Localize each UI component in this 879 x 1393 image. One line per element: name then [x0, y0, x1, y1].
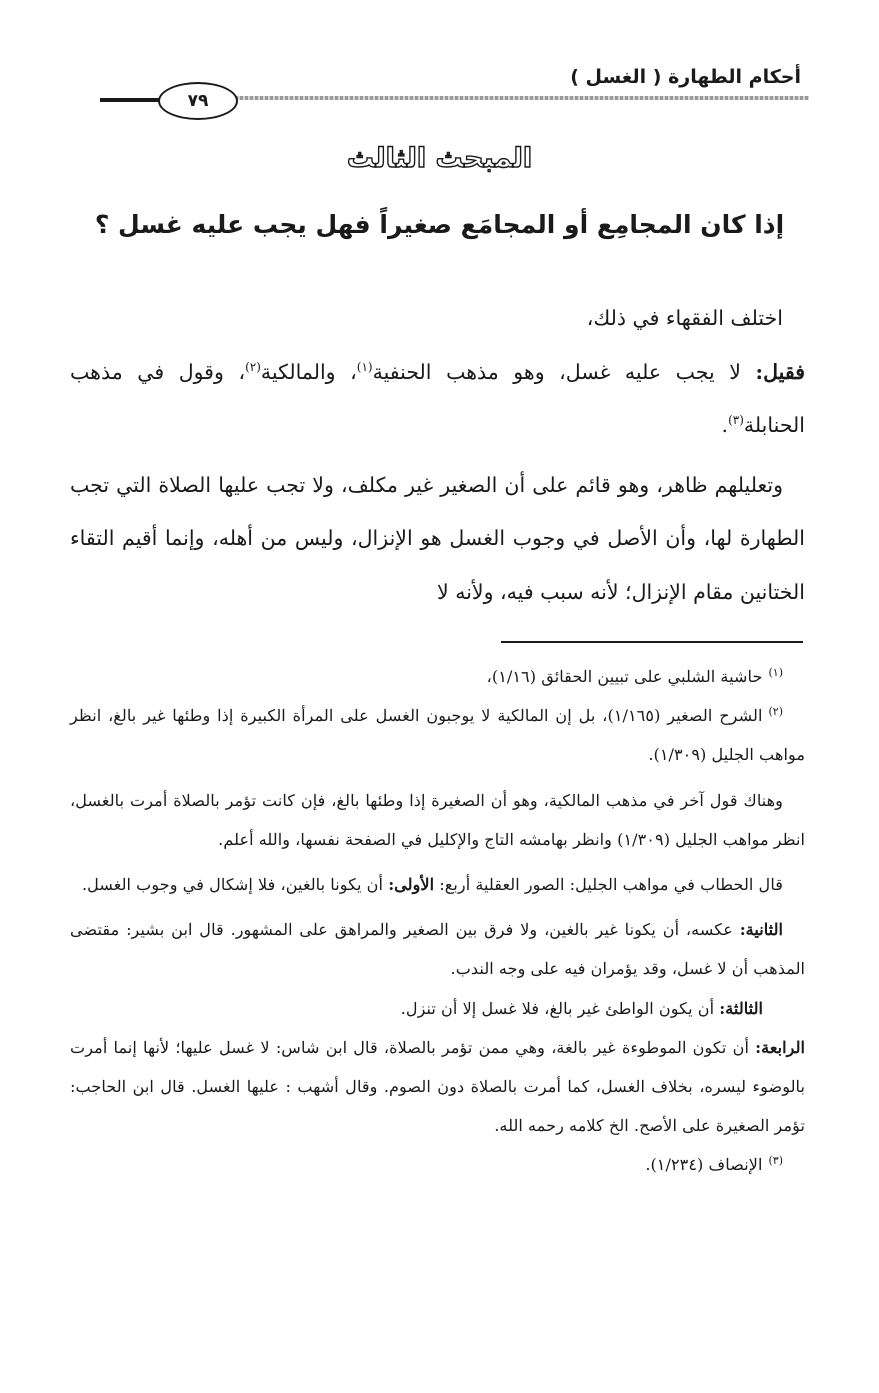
text-run: أن يكونا بالغين، فلا إشكال في وجوب الغسل. — [81, 875, 389, 895]
case-lead: الثالثة: — [719, 998, 763, 1018]
footnote-2-continuation: وهناك قول آخر في مذهب المالكية، وهو أن الصغيرة إذا وطئها بالغ، فإن كانت تؤمر بالصلاة أمرت بالغسل، انظر مواهب الجليل (١/٣٠٩) وانظر بهامشه التاج والإكليل في الصفحة نفسها، والله أعلم. — [70, 790, 805, 849]
section-heading: المبحث الثالث — [346, 143, 533, 174]
footnote-2-case-4 — [70, 1028, 805, 1146]
question-heading: إذا كان المجامِع أو المجامَع صغيراً فهل يجب عليه غسل ؟ — [94, 210, 785, 239]
footnote-text: الشرح الصغير (١/١٦٥)، بل إن المالكية لا يوجبون الغسل على المرأة الكبيرة إذا وطئها غير بالغ، انظر مواهب الجليل (١/٣٠٩). — [70, 706, 805, 765]
footnote-2 — [70, 696, 805, 774]
footnote-marker: (٢) — [768, 704, 783, 718]
footnote-marker: (٣) — [768, 1154, 783, 1168]
text-run: أن يكون الواطئ غير بالغ، فلا غسل إلا أن تنزل. — [400, 998, 720, 1018]
text-run: أن تكون الموطوءة غير بالغة، وهي ممن تؤمر بالصلاة، قال ابن شاس: لا غسل عليها؛ لأنها إنما أمرت بالوضوء ليسره، بخلاف الغسل، كما أمرت بالصلاة دون الصوم. وقال أشهب : عليها الغسل. قال ابن الحاجب: تؤمر الصغيرة على الأصح. الخ كلامه رحمه الله. — [70, 1037, 805, 1136]
running-title: أحكام الطهارة ( الغسل ) — [570, 66, 801, 88]
body-paragraph-3: وتعليلهم ظاهر، وهو قائم على أن الصغير غير مكلف، ولا تجب عليها الصلاة التي تجب الطهارة لها، وأن الأصل في وجوب الغسل هو الإنزال، وليس من أهله، وإنما أقيم التقاء الختانين مقام الإنزال؛ لأنه سبب فيه، ولأنه لا — [70, 472, 805, 604]
footnote-3 — [70, 1145, 805, 1184]
text-run: لا يجب عليه غسل، وهو مذهب الحنفية — [372, 359, 756, 384]
page-number-text: ٧٩ — [187, 91, 209, 111]
header-rule — [235, 96, 809, 100]
opinion-lead: فقيل: — [755, 359, 805, 384]
footnote-2-case-2 — [70, 910, 805, 988]
case-lead: الأولى: — [388, 875, 435, 895]
body-text — [70, 292, 805, 619]
footnote-2-quote — [70, 865, 805, 904]
text-run: قال الحطاب في مواهب الجليل: الصور العقلية أربع: — [434, 875, 783, 895]
text-run: . — [721, 413, 729, 437]
footnote-text: حاشية الشلبي على تبيين الحقائق (١/١٦)، — [486, 667, 763, 686]
footnotes — [70, 657, 805, 1185]
footnote-ref-2[interactable]: (٢) — [245, 359, 261, 374]
case-lead: الثانية: — [739, 920, 783, 940]
case-lead: الرابعة: — [755, 1037, 805, 1057]
footnote-ref-3[interactable]: (٣) — [728, 413, 744, 428]
footnote-ref-1[interactable]: (١) — [356, 359, 373, 374]
footnote-marker: (١) — [768, 665, 783, 679]
text-run: ، والمالكية — [260, 359, 357, 384]
body-paragraph-2 — [70, 346, 805, 453]
page-number — [158, 82, 238, 120]
footnote-separator — [501, 641, 803, 643]
body-paragraph-1: اختلف الفقهاء في ذلك، — [586, 306, 783, 330]
footnote-2-case-3 — [70, 989, 805, 1028]
text-run: عكسه، أن يكونا غير بالغين، ولا فرق بين الصغير والمراهق على المشهور. قال ابن بشير: مقتضى المذهب أن لا غسل، وقد يؤمران فيه على وجه الندب. — [70, 920, 805, 979]
footnote-1 — [70, 657, 805, 696]
text-run: ، وقول في مذهب الحنابلة — [70, 359, 805, 437]
footnote-text: الإنصاف (١/٢٣٤). — [645, 1155, 763, 1175]
